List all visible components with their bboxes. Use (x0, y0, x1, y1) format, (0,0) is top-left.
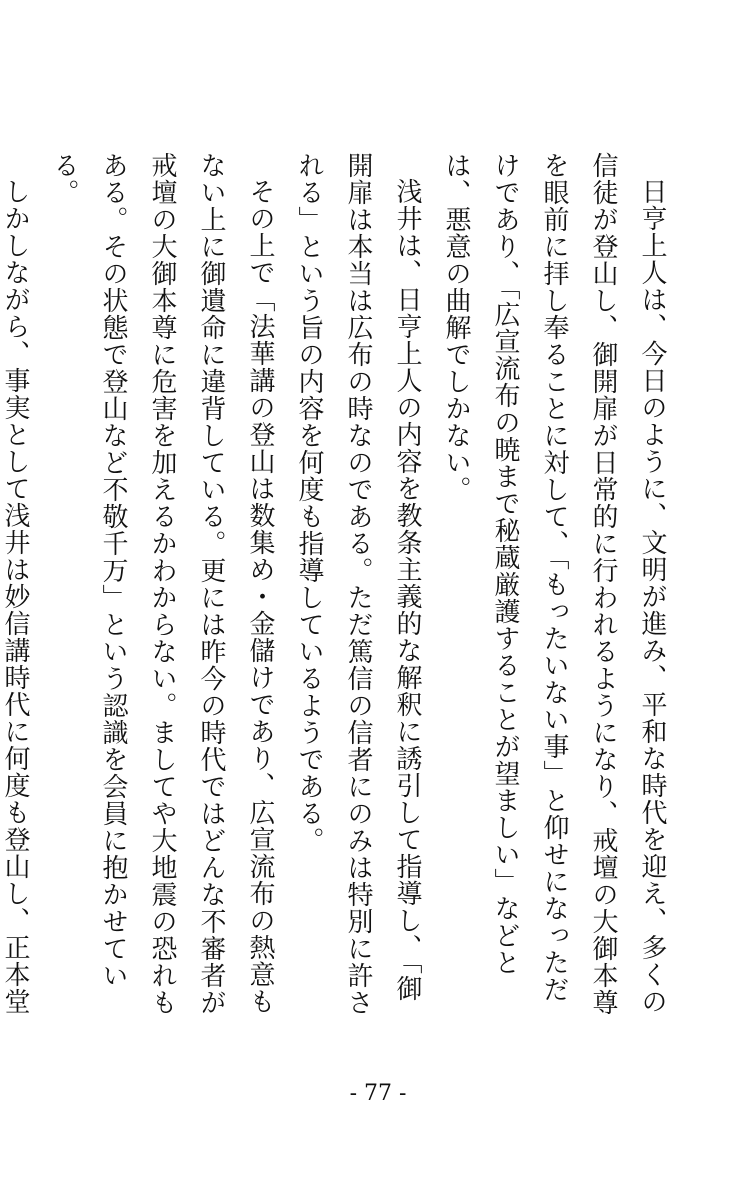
paragraph-historical-fact: しかしながら、事実として浅井は妙信講時代に何度も登山し、正本堂 (0, 178, 30, 1015)
paragraph-hokkeko-criticism: その上で「法華講の登山は数集め・金儲けであり、広宣流布の熱意もない上に御遺命に違背している。更には昨今の時代ではどんな不審者が戒壇の大御本尊に危害を加えるかわからない。ましてや大地震の恐れもある。その状態で登山など不敬千万」という認識を会員に抱かせている。 (49, 152, 275, 1016)
vertical-text-body (0, 152, 676, 1022)
paragraph-asai-guidance: 浅井は、日亨上人の内容を教条主義的な解釈に誘引して指導し、「御開扉は本当は広布の時なのである。ただ篤信の信者にのみは特別に許される」という旨の内容を何度も指導しているようである。 (294, 152, 422, 1016)
paragraph-nikko-statement: 日亨上人は、今日のように、文明が進み、平和な時代を迎え、多くの信徒が登山し、御開扉が日常的に行われるようになり、戒壇の大御本尊を眼前に拝し奉ることに対して、「もったいない事」と仰せになっただけであり、「広宣流布の暁まで秘蔵厳護することが望ましい」などとは、悪意の曲解でしかない。 (441, 152, 667, 1016)
page-number: - 77 - (349, 1081, 407, 1106)
